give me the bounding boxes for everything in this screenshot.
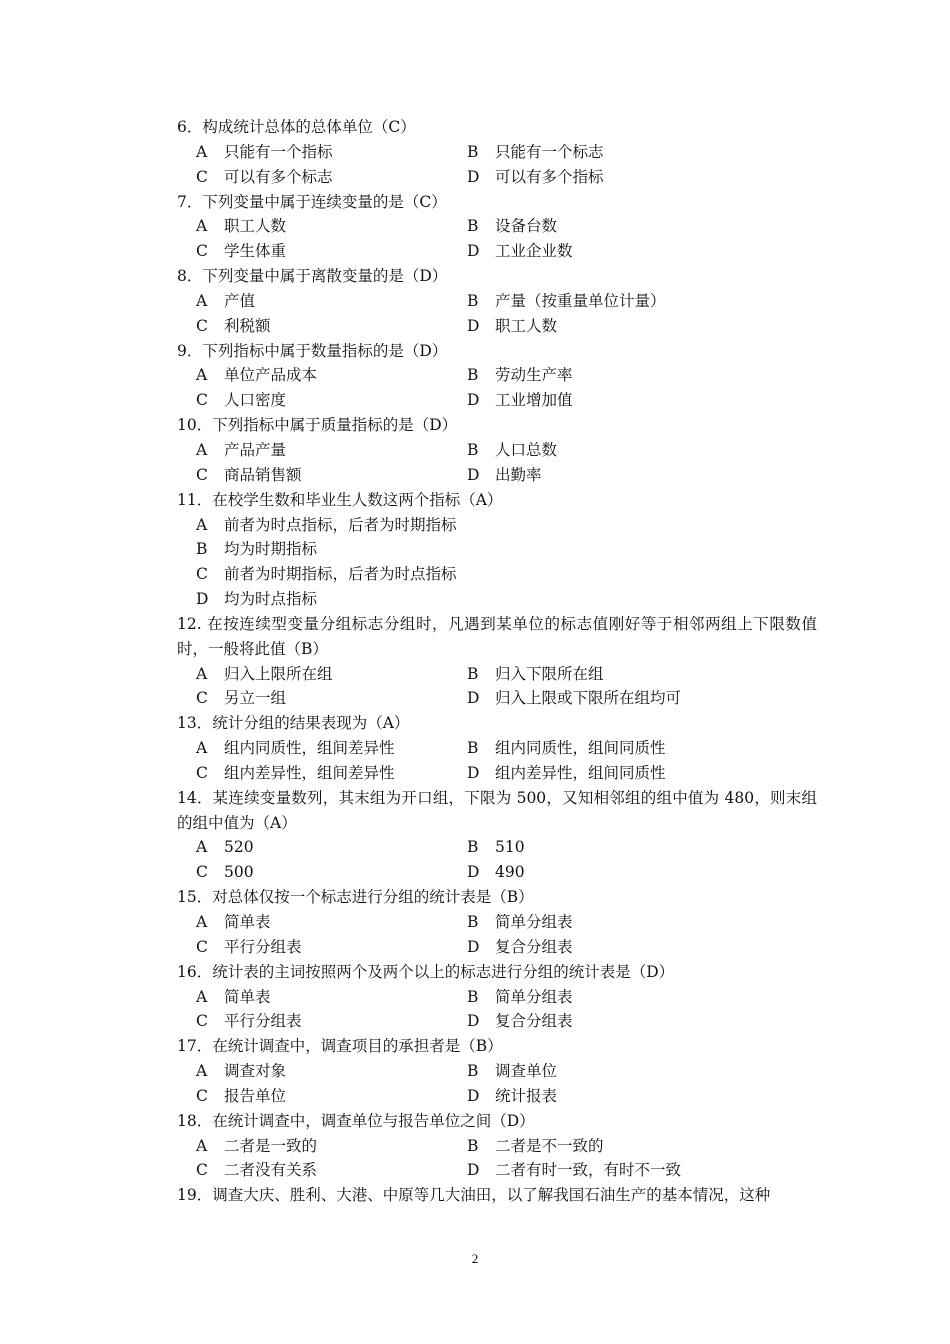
option-letter: C bbox=[196, 937, 208, 956]
question-block bbox=[177, 1109, 817, 1184]
option-row bbox=[177, 214, 817, 239]
option-letter: B bbox=[467, 366, 479, 385]
option-letter: D bbox=[467, 689, 480, 708]
option-row bbox=[177, 1009, 817, 1034]
answer-option bbox=[467, 1084, 557, 1109]
question-stem: 14．某连续变量数列，其末组为开口组，下限为 500，又知相邻组的组中值为 480，则末组的组中值为（A） bbox=[177, 788, 817, 832]
answer-option bbox=[467, 985, 573, 1010]
option-row bbox=[177, 438, 817, 463]
option-letter: D bbox=[467, 242, 480, 261]
answer-option bbox=[196, 1134, 317, 1159]
option-text: 只能有一个指标 bbox=[224, 142, 333, 161]
option-letter: B bbox=[467, 142, 479, 161]
option-letter: D bbox=[467, 465, 480, 484]
question-block bbox=[177, 1034, 817, 1109]
answer-option bbox=[467, 860, 525, 885]
answer-option bbox=[467, 1009, 573, 1034]
option-row bbox=[177, 736, 817, 761]
answer-option bbox=[196, 289, 255, 314]
question-stem: 13．统计分组的结果表现为（A） bbox=[177, 714, 410, 733]
answer-option bbox=[196, 686, 286, 711]
option-text: 学生体重 bbox=[224, 242, 287, 261]
option-letter: B bbox=[467, 1062, 479, 1081]
option-row bbox=[177, 165, 817, 190]
option-text: 人口总数 bbox=[495, 440, 558, 459]
answer-option bbox=[467, 289, 666, 314]
option-text: 二者是不一致的 bbox=[495, 1136, 604, 1155]
option-text: 二者有时一致，有时不一致 bbox=[495, 1161, 682, 1180]
option-row bbox=[177, 388, 817, 413]
option-text: 复合分组表 bbox=[495, 937, 573, 956]
option-letter: D bbox=[467, 391, 480, 410]
answer-option bbox=[467, 438, 557, 463]
option-text: 报告单位 bbox=[224, 1086, 287, 1105]
answer-option bbox=[467, 662, 604, 687]
option-text: 均为时期指标 bbox=[224, 540, 318, 559]
option-letter: A bbox=[196, 366, 208, 385]
option-text: 简单表 bbox=[224, 913, 271, 931]
option-letter: A bbox=[196, 987, 208, 1006]
option-letter: C bbox=[196, 465, 208, 484]
option-letter: C bbox=[196, 689, 208, 708]
question-block bbox=[177, 264, 817, 339]
option-text: 产值 bbox=[224, 291, 256, 310]
option-letter: C bbox=[196, 1161, 208, 1180]
option-row bbox=[177, 239, 817, 264]
option-text: 前者为时期指标，后者为时点指标 bbox=[224, 565, 457, 584]
option-letter: B bbox=[467, 1136, 479, 1155]
answer-option bbox=[196, 985, 271, 1010]
option-letter: D bbox=[467, 1086, 480, 1105]
option-row bbox=[177, 513, 817, 538]
option-text: 二者没有关系 bbox=[224, 1161, 318, 1180]
answer-option bbox=[196, 1158, 317, 1183]
answer-option bbox=[467, 835, 525, 860]
option-text: 利税额 bbox=[224, 316, 271, 335]
option-letter: D bbox=[467, 1012, 480, 1031]
answer-option bbox=[196, 935, 302, 960]
option-letter: B bbox=[467, 913, 479, 931]
question-list bbox=[177, 115, 817, 1208]
option-letter: D bbox=[196, 590, 209, 609]
option-letter: C bbox=[196, 763, 208, 782]
answer-option bbox=[196, 1084, 286, 1109]
answer-option bbox=[196, 537, 317, 562]
option-text: 劳动生产率 bbox=[495, 366, 573, 385]
answer-option bbox=[196, 463, 302, 488]
option-letter: D bbox=[467, 1161, 480, 1180]
option-row bbox=[177, 1059, 817, 1084]
option-letter: D bbox=[467, 167, 480, 186]
answer-option bbox=[467, 761, 666, 786]
option-text: 简单分组表 bbox=[495, 913, 573, 931]
option-row bbox=[177, 537, 817, 562]
option-letter: A bbox=[196, 913, 208, 931]
question-block bbox=[177, 488, 817, 612]
option-row bbox=[177, 562, 817, 587]
question-block bbox=[177, 960, 817, 1035]
question-block bbox=[177, 339, 817, 414]
option-letter: A bbox=[196, 291, 208, 310]
answer-option bbox=[196, 438, 286, 463]
option-row bbox=[177, 910, 817, 935]
option-text: 另立一组 bbox=[224, 689, 287, 708]
option-text: 产量（按重量单位计量） bbox=[495, 291, 666, 310]
answer-option bbox=[467, 463, 542, 488]
option-row bbox=[177, 985, 817, 1010]
option-letter: A bbox=[196, 440, 208, 459]
question-stem: 9．下列指标中属于数量指标的是（D） bbox=[177, 341, 448, 360]
option-letter: C bbox=[196, 565, 208, 584]
question-block bbox=[177, 413, 817, 488]
answer-option bbox=[467, 314, 557, 339]
option-letter: D bbox=[467, 316, 480, 335]
option-text: 商品销售额 bbox=[224, 465, 302, 484]
option-letter: C bbox=[196, 316, 208, 335]
option-row bbox=[177, 835, 817, 860]
option-letter: D bbox=[467, 863, 480, 882]
option-text: 工业增加值 bbox=[495, 391, 573, 410]
option-row bbox=[177, 587, 817, 612]
option-row bbox=[177, 662, 817, 687]
answer-option bbox=[467, 214, 557, 239]
answer-option bbox=[467, 1059, 557, 1084]
question-stem: 7．下列变量中属于连续变量的是（C） bbox=[177, 192, 447, 211]
option-row bbox=[177, 1158, 817, 1183]
option-row bbox=[177, 686, 817, 711]
option-letter: B bbox=[467, 291, 479, 310]
option-text: 二者是一致的 bbox=[224, 1136, 318, 1155]
option-text: 人口密度 bbox=[224, 391, 287, 410]
option-text: 520 bbox=[224, 838, 254, 857]
option-row bbox=[177, 314, 817, 339]
option-text: 职工人数 bbox=[224, 217, 287, 236]
option-letter: C bbox=[196, 242, 208, 261]
option-text: 工业企业数 bbox=[495, 242, 573, 261]
answer-option bbox=[467, 363, 573, 388]
option-row bbox=[177, 289, 817, 314]
page-number: 2 bbox=[471, 1251, 479, 1266]
question-stem: 11．在校学生数和毕业生人数这两个指标（A） bbox=[177, 490, 503, 509]
answer-option bbox=[196, 513, 457, 538]
option-text: 可以有多个指标 bbox=[495, 167, 604, 186]
question-stem: 19．调查大庆、胜利、大港、中原等几大油田，以了解我国石油生产的基本情况，这种 bbox=[177, 1186, 771, 1205]
option-letter: B bbox=[467, 440, 479, 459]
option-text: 归入下限所在组 bbox=[495, 664, 604, 683]
option-letter: B bbox=[467, 739, 479, 758]
option-letter: A bbox=[196, 1136, 208, 1155]
option-text: 设备台数 bbox=[495, 217, 558, 236]
question-block bbox=[177, 612, 817, 711]
answer-option bbox=[196, 214, 286, 239]
answer-option bbox=[196, 363, 317, 388]
option-text: 出勤率 bbox=[495, 465, 542, 484]
option-row bbox=[177, 761, 817, 786]
option-text: 归入上限或下限所在组均可 bbox=[495, 689, 682, 708]
option-text: 职工人数 bbox=[495, 316, 558, 335]
option-text: 前者为时点指标，后者为时期指标 bbox=[224, 515, 457, 534]
option-letter: A bbox=[196, 838, 208, 857]
option-text: 500 bbox=[224, 863, 254, 882]
option-letter: B bbox=[467, 217, 479, 236]
option-text: 510 bbox=[495, 838, 525, 857]
question-block bbox=[177, 885, 817, 960]
question-stem: 12. 在按连续型变量分组标志分组时，凡遇到某单位的标志值刚好等于相邻两组上下限数值时，一般将此值（B） bbox=[177, 614, 817, 658]
question-stem: 10．下列指标中属于质量指标的是（D） bbox=[177, 416, 458, 435]
option-row bbox=[177, 1134, 817, 1159]
question-stem: 18．在统计调查中，调查单位与报告单位之间（D） bbox=[177, 1111, 535, 1130]
answer-option bbox=[196, 562, 457, 587]
option-letter: A bbox=[196, 142, 208, 161]
option-letter: D bbox=[467, 763, 480, 782]
question-block bbox=[177, 190, 817, 265]
answer-option bbox=[196, 910, 271, 935]
option-text: 平行分组表 bbox=[224, 937, 302, 956]
option-text: 调查对象 bbox=[224, 1062, 287, 1081]
option-letter: C bbox=[196, 1012, 208, 1031]
option-text: 组内同质性，组间差异性 bbox=[224, 739, 395, 758]
answer-option bbox=[467, 239, 573, 264]
answer-option bbox=[196, 239, 286, 264]
option-letter: C bbox=[196, 391, 208, 410]
answer-option bbox=[196, 140, 333, 165]
option-text: 490 bbox=[495, 863, 525, 882]
answer-option bbox=[467, 1134, 604, 1159]
option-text: 简单分组表 bbox=[495, 987, 573, 1006]
option-text: 均为时点指标 bbox=[224, 590, 318, 609]
question-block bbox=[177, 1183, 817, 1208]
answer-option bbox=[196, 314, 271, 339]
question-block bbox=[177, 786, 817, 885]
answer-option bbox=[196, 1059, 286, 1084]
question-block bbox=[177, 711, 817, 786]
option-letter: B bbox=[467, 987, 479, 1006]
option-text: 平行分组表 bbox=[224, 1012, 302, 1031]
question-stem: 6．构成统计总体的总体单位（C） bbox=[177, 118, 416, 136]
option-text: 组内差异性，组间差异性 bbox=[224, 763, 395, 782]
option-letter: B bbox=[467, 664, 479, 683]
question-block bbox=[177, 115, 817, 190]
question-stem: 17．在统计调查中，调查项目的承担者是（B） bbox=[177, 1037, 503, 1056]
option-text: 归入上限所在组 bbox=[224, 664, 333, 683]
answer-option bbox=[196, 860, 254, 885]
answer-option bbox=[467, 165, 604, 190]
answer-option bbox=[196, 587, 317, 612]
answer-option bbox=[467, 736, 666, 761]
option-text: 简单表 bbox=[224, 987, 271, 1006]
answer-option bbox=[196, 662, 333, 687]
answer-option bbox=[196, 165, 333, 190]
option-letter: A bbox=[196, 1062, 208, 1081]
option-text: 调查单位 bbox=[495, 1062, 558, 1081]
option-row bbox=[177, 463, 817, 488]
answer-option bbox=[196, 1009, 302, 1034]
option-row bbox=[177, 935, 817, 960]
option-row bbox=[177, 140, 817, 165]
option-text: 单位产品成本 bbox=[224, 366, 318, 385]
option-letter: B bbox=[196, 540, 208, 559]
option-letter: C bbox=[196, 863, 208, 882]
answer-option bbox=[467, 1158, 681, 1183]
option-letter: A bbox=[196, 664, 208, 683]
question-stem: 8．下列变量中属于离散变量的是（D） bbox=[177, 267, 448, 286]
answer-option bbox=[467, 388, 573, 413]
option-letter: C bbox=[196, 167, 208, 186]
option-letter: A bbox=[196, 217, 208, 236]
option-letter: A bbox=[196, 515, 208, 534]
answer-option bbox=[467, 935, 573, 960]
option-text: 组内差异性，组间同质性 bbox=[495, 763, 666, 782]
option-letter: A bbox=[196, 739, 208, 758]
option-letter: B bbox=[467, 838, 479, 857]
option-text: 产品产量 bbox=[224, 440, 287, 459]
question-stem: 16．统计表的主词按照两个及两个以上的标志进行分组的统计表是（D） bbox=[177, 962, 675, 981]
question-stem: 15．对总体仅按一个标志进行分组的统计表是（B） bbox=[177, 888, 534, 907]
option-row bbox=[177, 1084, 817, 1109]
option-text: 可以有多个标志 bbox=[224, 167, 333, 186]
answer-option bbox=[467, 140, 604, 165]
option-text: 组内同质性，组间同质性 bbox=[495, 739, 666, 758]
answer-option bbox=[196, 761, 395, 786]
answer-option bbox=[196, 736, 395, 761]
option-row bbox=[177, 860, 817, 885]
option-text: 只能有一个标志 bbox=[495, 142, 604, 161]
option-text: 复合分组表 bbox=[495, 1012, 573, 1031]
answer-option bbox=[196, 388, 286, 413]
option-text: 统计报表 bbox=[495, 1086, 558, 1105]
option-row bbox=[177, 363, 817, 388]
option-letter: D bbox=[467, 937, 480, 956]
option-letter: C bbox=[196, 1086, 208, 1105]
answer-option bbox=[467, 910, 573, 935]
answer-option bbox=[196, 835, 254, 860]
answer-option bbox=[467, 686, 681, 711]
